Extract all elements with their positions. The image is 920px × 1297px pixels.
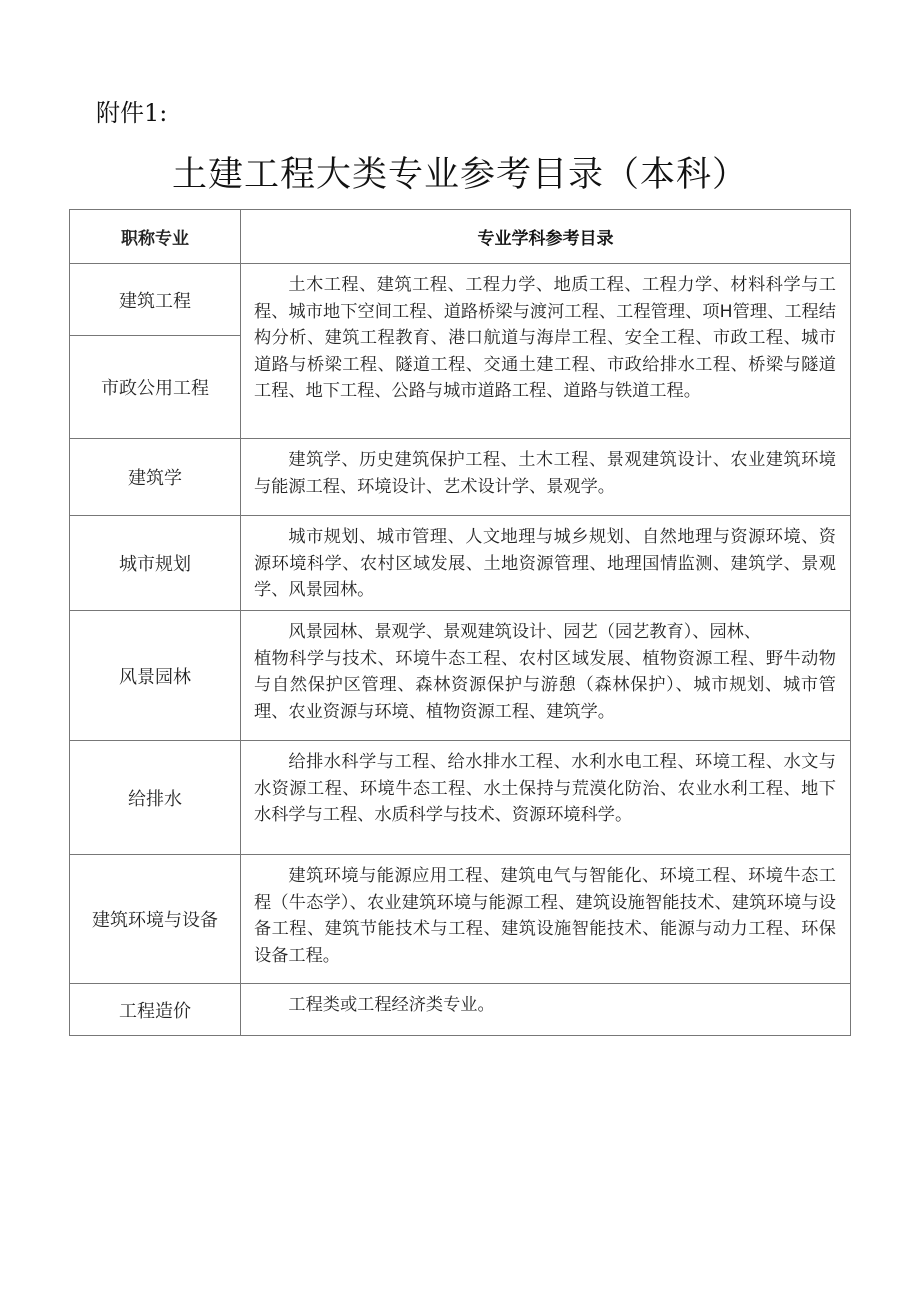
table-row <box>70 855 851 984</box>
reference-cell: 建筑环境与能源应用工程、建筑电气与智能化、环境工程、环境牛态工程（牛态学）、农业建筑环境与能源工程、建筑设施智能技术、建筑环境与设备工程、建筑节能技术与工程、建筑设施智能技术、能源与动力工程、环保设备工程。 <box>241 855 851 984</box>
major-cell: 市政公用工程 <box>70 336 241 439</box>
table-row <box>70 439 851 516</box>
table-row <box>70 516 851 611</box>
major-cell: 建筑学 <box>70 439 241 516</box>
major-cell: 城市规划 <box>70 516 241 611</box>
major-cell: 给排水 <box>70 741 241 855</box>
table-row <box>70 984 851 1036</box>
table-row <box>70 741 851 855</box>
reference-cell: 建筑学、历史建筑保护工程、土木工程、景观建筑设计、农业建筑环境与能源工程、环境设计、艺术设计学、景观学。 <box>241 439 851 516</box>
reference-clip <box>254 619 836 740</box>
header-title-major: 职称专业 <box>70 210 241 264</box>
reference-cell: 给排水科学与工程、给水排水工程、水利水电工程、环境工程、水文与水资源工程、环境牛态工程、水土保持与荒漠化防治、农业水利工程、地下水科学与工程、水质科学与技术、资源环境科学。 <box>241 741 851 855</box>
attachment-label: 附件1: <box>96 99 168 127</box>
reference-cell <box>241 611 851 741</box>
major-cell: 建筑环境与设备 <box>70 855 241 984</box>
major-reference-table <box>69 209 851 1036</box>
reference-first-line: 风景园林、景观学、景观建筑设计、园艺（园艺教育）、园林、 <box>288 622 762 642</box>
page-title: 土建工程大类专业参考目录（本科） <box>171 155 748 195</box>
table-row <box>70 264 851 336</box>
reference-cell: 城市规划、城市管理、人文地理与城乡规划、自然地理与资源环境、资源环境科学、农村区域发展、土地资源管理、地理国情监测、建筑学、景观学、风景园林。 <box>241 516 851 611</box>
major-cell: 工程造价 <box>70 984 241 1036</box>
reference-cell: 土木工程、建筑工程、工程力学、地质工程、工程力学、材料科学与工程、城市地下空间工程、道路桥梁与渡河工程、工程管理、项H管理、工程结构分析、建筑工程教育、港口航道与海岸工程、安全工程、市政工程、城市道路与桥梁工程、隧道工程、交通土建工程、市政给排水工程、桥梁与隧道工程、地下工程、公路与城市道路工程、道路与铁道工程。 <box>241 264 851 439</box>
table-row <box>70 611 851 741</box>
table-header-row <box>70 210 851 264</box>
major-cell: 建筑工程 <box>70 264 241 336</box>
header-reference: 专业学科参考目录 <box>241 210 851 264</box>
reference-continued: 植物科学与技术、环境牛态工程、农村区域发展、植物资源工程、野牛动物与自然保护区管理、森林资源保护与游憩（森林保护）、城市规划、城市管理、农业资源与环境、植物资源工程、建筑学。 <box>254 648 836 722</box>
major-cell: 风景园林 <box>70 611 241 741</box>
reference-cell: 工程类或工程经济类专业。 <box>241 984 851 1036</box>
